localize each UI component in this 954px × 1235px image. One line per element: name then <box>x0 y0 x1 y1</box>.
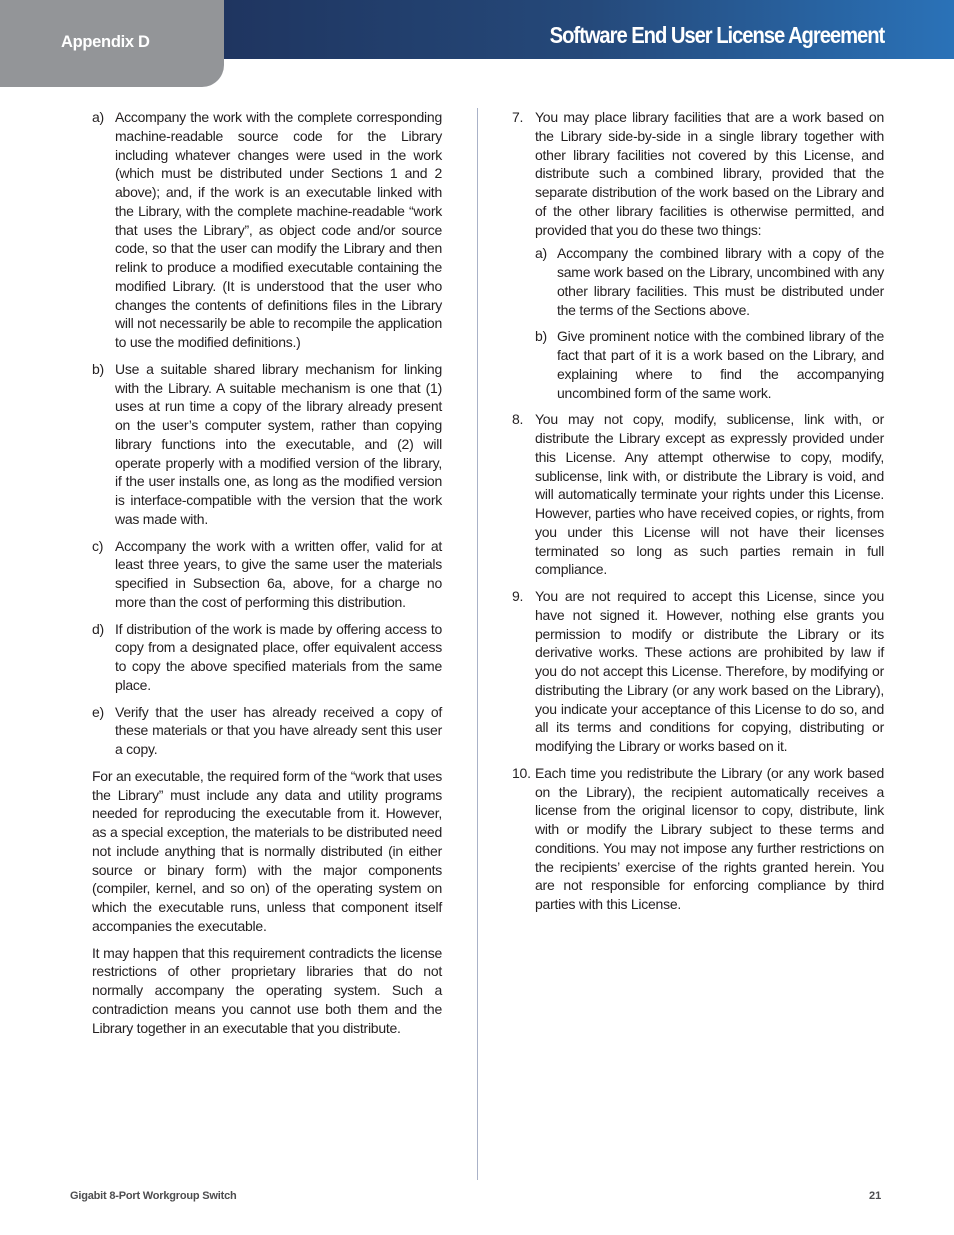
item-text: You may place library facilities that are a work based on the Library side-by-side in a single library together with other library facilities not covered by this License, and distribute such a combined library, provided that the separate distribution of the work based on the Library and of the other library facilities is otherwise permitted, and provided that you do these two things: <box>535 109 884 238</box>
title-banner <box>224 0 954 59</box>
item-label: 9. <box>512 588 524 604</box>
item-label: 7. <box>512 109 524 125</box>
paragraph: For an executable, the required form of the “work that uses the Library” must include any data and utility programs needed for reproducing the executable from it. However, as a special exception, the materials to be distributed need not include anything that is normally distributed (in either source or binary form) with the major components (compiler, kernel, and so on) of the operating system on which the executable runs, unless that component itself accompanies the executable. <box>92 767 442 934</box>
item-label: e) <box>92 703 104 720</box>
list-item <box>92 360 442 529</box>
footer-product-name: Gigabit 8-Port Workgroup Switch <box>70 1190 237 1202</box>
list-item <box>92 620 442 695</box>
list-item <box>92 703 442 759</box>
item-label: 10. <box>512 764 531 781</box>
item-text: Verify that the user has already received a copy of these materials or that you have already sent this user a copy. <box>115 703 442 757</box>
list-item <box>512 108 884 402</box>
left-column <box>92 108 442 1045</box>
list-item <box>92 537 442 612</box>
sub-item-label: b) <box>535 328 547 345</box>
item-label: c) <box>92 537 104 554</box>
column-divider <box>477 108 478 1180</box>
item-text: Use a suitable shared library mechanism for linking with the Library. A suitable mechanism is one that (1) uses at run time a copy of the library already present on the user’s computer system, rather than copying library functions into the executable, and (2) will operate properly with a modified version of the library, if the user installs one, as long as the modified version is interface-compatible with the version that the work was made with. <box>115 360 442 527</box>
item-label: d) <box>92 620 104 637</box>
item-text: If distribution of the work is made by offering access to copy from a designated place, offer equivalent access to copy the above specified materials from the same place. <box>115 620 442 693</box>
list-item <box>512 587 884 756</box>
sub-item <box>535 327 884 402</box>
item-text: Accompany the work with a written offer, valid for at least three years, to give the same user the materials specified in Subsection 6a, above, for a charge no more than the cost of performing this distribution. <box>115 537 442 610</box>
page-number: 21 <box>869 1190 882 1202</box>
list-item <box>512 410 884 579</box>
sub-item-text: Give prominent notice with the combined library of the fact that part of it is a work based on the Library, and explaining where to find the accompanying uncombined form of the same work. <box>557 328 884 401</box>
appendix-label: Appendix D <box>61 33 150 51</box>
appendix-tab <box>0 0 224 87</box>
right-column <box>512 108 884 922</box>
item-label: b) <box>92 360 104 377</box>
sub-item <box>535 244 884 319</box>
item-text: Accompany the work with the complete corresponding machine-readable source code for the Library including whatever changes were used in the work (which must be distributed under Sections 1 and 2 above); and, if the work is an executable linked with the Library, with the complete machine-readable “work that uses the Library”, as object code and/or source code, so that the user can modify the Library and then relink to produce a modified executable containing the modified Library. (It is understood that the user who changes the contents of definitions files in the Library will not necessarily be able to recompile the application to use the modified definitions.) <box>115 109 442 350</box>
item-label: a) <box>92 109 104 125</box>
list-item <box>512 764 884 914</box>
paragraph: It may happen that this requirement contradicts the license restrictions of other proprietary libraries that do not normally accompany the operating system. Such a contradiction means you cannot use both them and the Library together in an executable that you distribute. <box>92 944 442 1036</box>
item-text: You may not copy, modify, sublicense, link with, or distribute the Library except as expressly provided under this License. Any attempt otherwise to copy, modify, sublicense, link with, or distribute the Library is void, and will automatically terminate your rights under this License. However, parties who have received copies, or rights, from you under this License will not have their licenses terminated so long as such parties remain in full compliance. <box>535 411 884 578</box>
sub-item-text: Accompany the combined library with a copy of the same work based on the Library, uncombined with any other library facilities. This must be distributed under the terms of the Sections above. <box>557 245 884 318</box>
list-item <box>92 108 442 352</box>
sub-item-label: a) <box>535 245 547 262</box>
page-title: Software End User License Agreement <box>549 22 884 48</box>
item-text: Each time you redistribute the Library (or any work based on the Library), the recipient automatically receives a license from the original licensor to copy, distribute, link with or modify the Library subject to these terms and conditions. You may not impose any further restrictions on the recipients’ exercise of the rights granted herein. You are not responsible for enforcing compliance by third parties with this License. <box>535 764 884 912</box>
item-label: 8. <box>512 411 524 428</box>
item-text: You are not required to accept this License, since you have not signed it. However, nothing else grants you permission to modify or distribute the Library or its derivative works. These actions are prohibited by law if you do not accept this License. Therefore, by modifying or distributing the Library (or any work based on the Library), you indicate your acceptance of this License to do so, and all its terms and conditions for copying, distributing or modifying the Library or works based on it. <box>535 588 884 754</box>
